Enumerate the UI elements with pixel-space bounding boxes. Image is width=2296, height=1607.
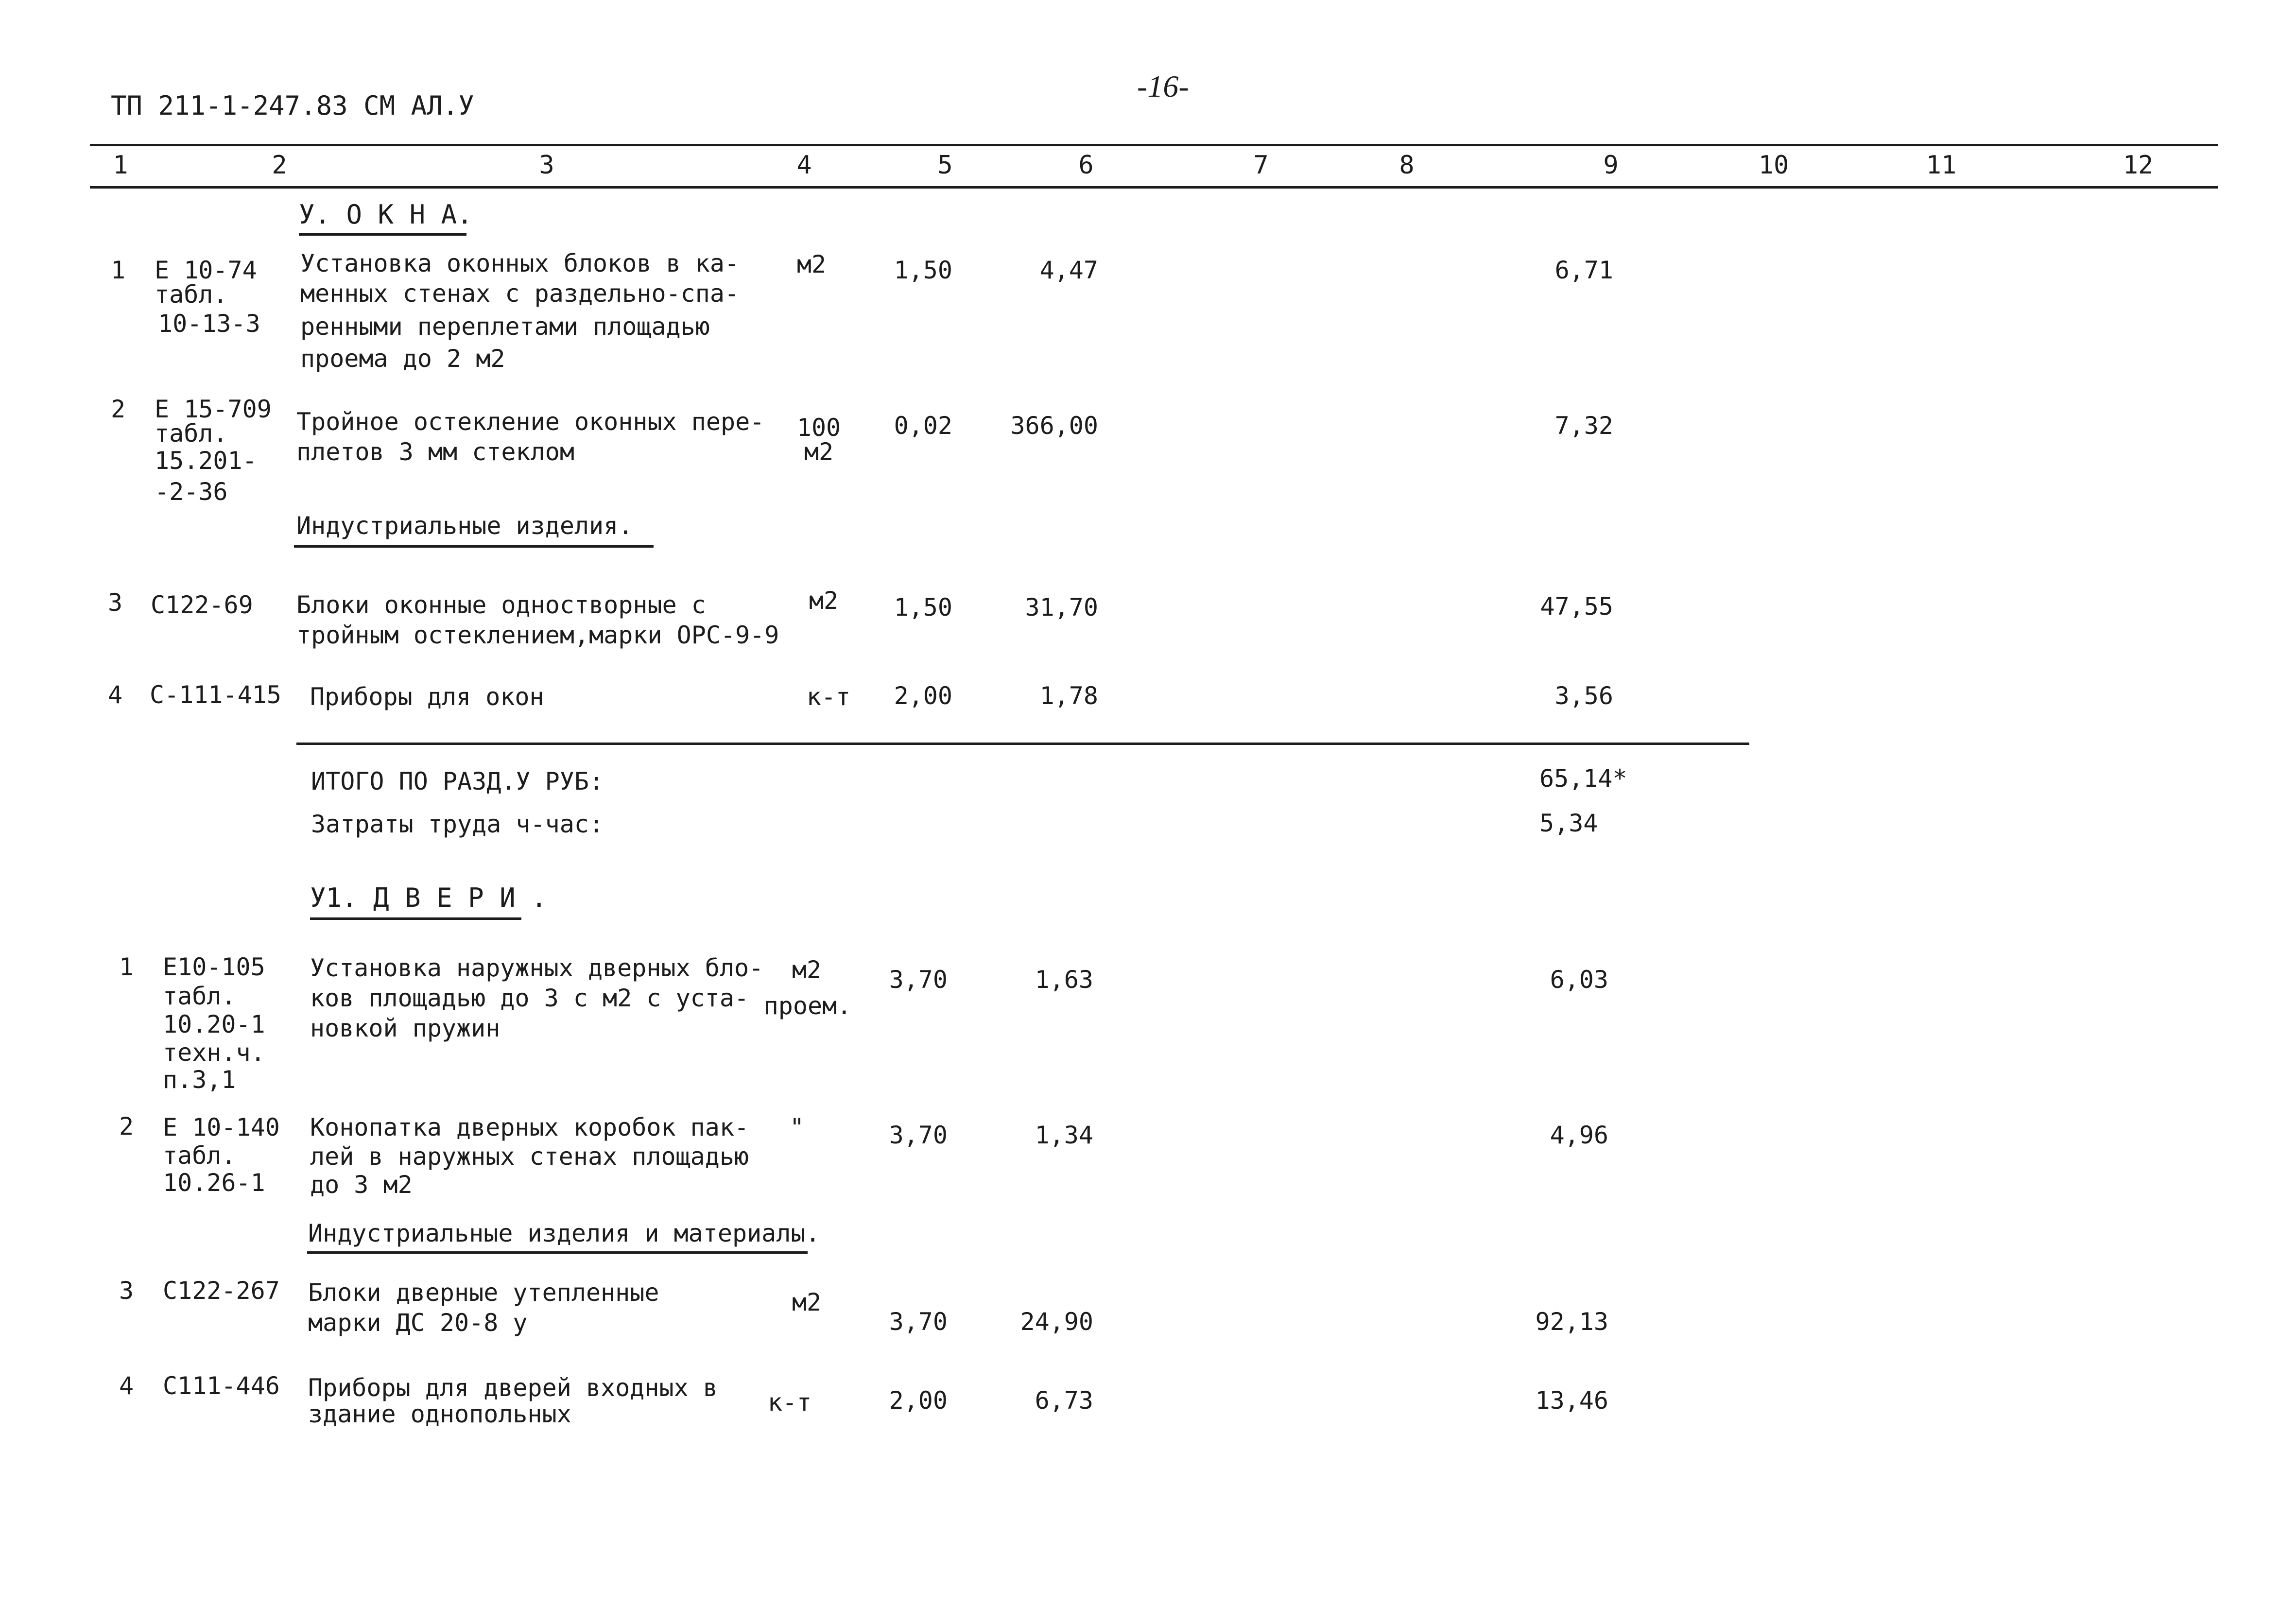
work-description: здание однопольных bbox=[308, 1400, 571, 1428]
work-description: Приборы для дверей входных в bbox=[308, 1374, 718, 1402]
column-number: 7 bbox=[1253, 151, 1269, 180]
work-description: Установка наружных дверных бло- bbox=[310, 954, 764, 982]
column-number: 2 bbox=[272, 151, 287, 180]
subsection-underline bbox=[307, 1251, 808, 1254]
row-number: 4 bbox=[119, 1372, 134, 1400]
subsection-title: Индустриальные изделия и материалы. bbox=[308, 1219, 820, 1247]
total-cost: 6,71 bbox=[1554, 256, 1613, 284]
labor-cost-value: 5,34 bbox=[1539, 809, 1598, 837]
total-cost: 47,55 bbox=[1540, 592, 1613, 621]
norm-code: п.3,1 bbox=[163, 1066, 236, 1094]
norm-code: С111-446 bbox=[163, 1372, 280, 1400]
work-description: до 3 м2 bbox=[310, 1171, 413, 1199]
work-description: тройным остеклением,марки ОРС-9-9 bbox=[296, 621, 779, 649]
total-cost: 6,03 bbox=[1550, 966, 1608, 994]
norm-code: табл. bbox=[163, 1141, 236, 1170]
work-description: Приборы для окон bbox=[310, 683, 544, 711]
total-cost: 92,13 bbox=[1535, 1308, 1608, 1336]
norm-code: -2-36 bbox=[155, 478, 228, 506]
norm-code: 15.201- bbox=[155, 447, 257, 475]
section-title-doors: У1. Д В Е Р И . bbox=[310, 882, 547, 913]
unit-price: 1,78 bbox=[1039, 682, 1098, 710]
subsection-title: Индустриальные изделия. bbox=[296, 512, 633, 540]
quantity: 3,70 bbox=[889, 1308, 948, 1336]
section-title-underline bbox=[299, 233, 466, 236]
work-description: марки ДС 20-8 у bbox=[308, 1309, 528, 1337]
norm-code: Е10-105 bbox=[163, 953, 265, 981]
work-description: Блоки оконные одностворные с bbox=[296, 591, 706, 619]
unit: " bbox=[789, 1113, 805, 1141]
norm-code: табл. bbox=[155, 419, 228, 448]
work-description: ренными переплетами площадью bbox=[300, 312, 710, 341]
unit-price: 31,70 bbox=[1025, 593, 1098, 622]
row-number: 3 bbox=[119, 1277, 134, 1305]
norm-code: С-111-415 bbox=[150, 681, 281, 709]
total-cost: 3,56 bbox=[1554, 682, 1613, 710]
totals-rule bbox=[296, 743, 1749, 745]
section-total-value: 65,14* bbox=[1539, 764, 1627, 793]
unit-price: 6,73 bbox=[1035, 1386, 1093, 1415]
column-number: 1 bbox=[113, 151, 128, 180]
work-description: Тройное остекление оконных пере- bbox=[296, 408, 765, 436]
row-number: 1 bbox=[111, 256, 126, 284]
unit: м2 bbox=[804, 438, 834, 466]
quantity: 2,00 bbox=[894, 682, 952, 710]
norm-code: 10.20-1 bbox=[163, 1010, 265, 1038]
total-cost: 13,46 bbox=[1535, 1386, 1608, 1415]
document-code: ТП 211-1-247.83 СМ АЛ.У bbox=[111, 90, 474, 121]
work-description: лей в наружных стенах площадью bbox=[310, 1142, 749, 1171]
norm-code: табл. bbox=[163, 982, 236, 1010]
section-title-underline bbox=[310, 917, 521, 920]
norm-code: техн.ч. bbox=[163, 1038, 265, 1067]
labor-cost-label: Затраты труда ч-час: bbox=[311, 810, 604, 838]
norm-code: С122-69 bbox=[151, 591, 253, 619]
unit: м2 bbox=[809, 587, 839, 615]
norm-code: 10.26-1 bbox=[163, 1169, 265, 1197]
row-number: 3 bbox=[108, 588, 123, 617]
quantity: 1,50 bbox=[894, 256, 952, 284]
section-title-windows: У. О К Н А. bbox=[299, 199, 473, 230]
norm-code: Е 10-140 bbox=[163, 1113, 280, 1141]
unit: м2 bbox=[796, 250, 827, 278]
row-number: 1 bbox=[119, 953, 134, 981]
total-cost: 7,32 bbox=[1554, 412, 1613, 440]
quantity: 1,50 bbox=[894, 593, 952, 622]
work-description: Конопатка дверных коробок пак- bbox=[310, 1113, 749, 1141]
column-number: 11 bbox=[1926, 151, 1957, 180]
unit-price: 1,34 bbox=[1035, 1121, 1093, 1149]
subsection-underline bbox=[294, 545, 654, 548]
work-description: Блоки дверные утепленные bbox=[308, 1279, 659, 1307]
norm-code: С122-267 bbox=[163, 1277, 280, 1305]
quantity: 3,70 bbox=[889, 966, 948, 994]
work-description: плетов 3 мм стеклом bbox=[296, 438, 574, 466]
column-number: 4 bbox=[796, 151, 812, 180]
norm-code: 10-13-3 bbox=[158, 310, 260, 338]
norm-code: Е 10-74 bbox=[155, 256, 257, 284]
quantity: 3,70 bbox=[889, 1121, 948, 1149]
work-description: проема до 2 м2 bbox=[300, 345, 505, 373]
unit-price: 4,47 bbox=[1039, 256, 1098, 284]
column-number: 10 bbox=[1758, 151, 1789, 180]
column-number: 5 bbox=[937, 151, 953, 180]
unit: к-т bbox=[767, 1388, 812, 1417]
unit-price: 1,63 bbox=[1035, 966, 1093, 994]
work-description: Установка оконных блоков в ка- bbox=[300, 249, 740, 277]
work-description: менных стенах с раздельно-спа- bbox=[300, 279, 740, 308]
page-number: -16- bbox=[1137, 69, 1189, 104]
column-number: 6 bbox=[1078, 151, 1094, 180]
unit: м2 bbox=[792, 956, 822, 984]
unit: м2 bbox=[792, 1288, 822, 1316]
quantity: 2,00 bbox=[889, 1386, 948, 1415]
row-number: 2 bbox=[111, 395, 126, 423]
work-description: новкой пружин bbox=[310, 1014, 501, 1042]
header-rule-bottom bbox=[90, 186, 2218, 189]
total-cost: 4,96 bbox=[1550, 1121, 1608, 1149]
unit-price: 24,90 bbox=[1020, 1308, 1093, 1336]
column-number: 3 bbox=[539, 151, 554, 180]
unit: к-т bbox=[806, 683, 851, 711]
section-total-label: ИТОГО ПО РАЗД.У РУБ: bbox=[311, 767, 604, 795]
header-rule-top bbox=[90, 144, 2218, 146]
unit: проем. bbox=[763, 992, 852, 1020]
column-number: 12 bbox=[2123, 151, 2154, 180]
unit-price: 366,00 bbox=[1010, 412, 1098, 440]
unit: 100 bbox=[796, 414, 841, 442]
row-number: 4 bbox=[108, 681, 123, 709]
row-number: 2 bbox=[119, 1112, 134, 1140]
column-number: 8 bbox=[1399, 151, 1415, 180]
work-description: ков площадью до 3 с м2 с уста- bbox=[310, 984, 749, 1012]
column-number: 9 bbox=[1603, 151, 1619, 180]
quantity: 0,02 bbox=[894, 412, 952, 440]
norm-code: табл. bbox=[155, 280, 228, 309]
norm-code: Е 15-709 bbox=[155, 395, 272, 423]
